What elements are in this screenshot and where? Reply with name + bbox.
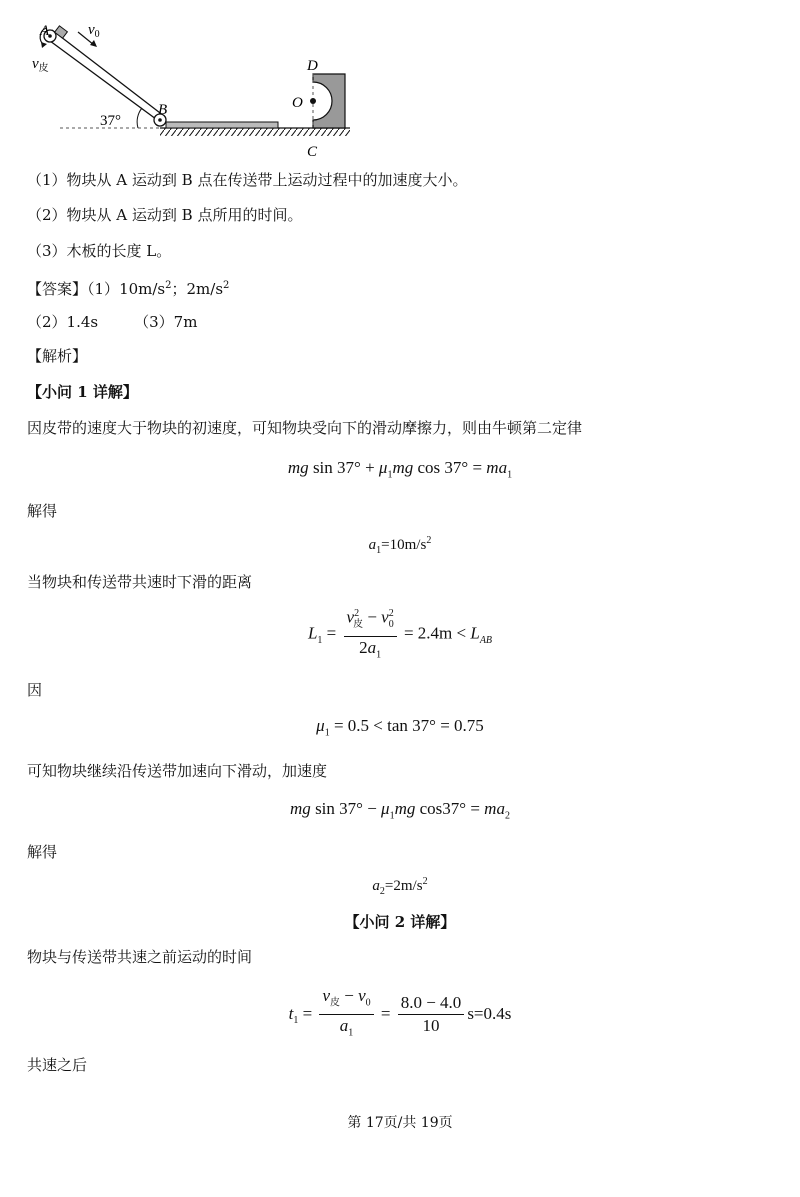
yin: 因 (27, 681, 43, 699)
equation-4: mg $\sin 37^\circ - \mu_1mg$ $\cos 37^\circ = ma_2$ (290, 799, 510, 822)
paragraph-2: 当物块和传送带共速时下滑的距离 (27, 573, 253, 591)
paragraph-3: 可知物块继续沿传送带加速向下滑动，加速度 (27, 762, 328, 780)
label-o: O (292, 95, 303, 111)
paragraph-4: 物块与传送带共速之前运动的时间 (27, 948, 253, 966)
label-v0: $v_0$ (88, 22, 100, 40)
wooden-board (166, 122, 278, 128)
jiede-2: 解得 (27, 843, 58, 861)
paragraph-1: 因皮带的速度大于物块的初速度，可知物块受向下的滑动摩擦力，则由牛顿第二定律 (27, 419, 583, 437)
question-1: （1）物块从 A 运动到 B 点在传送带上运动过程中的加速度大小。 (27, 171, 468, 189)
belt-bottom (52, 30, 164, 116)
equation-1: mg $\sin 37^\circ + \mu_1mg$ $\cos 37^\circ = ma_1$ (287, 458, 513, 481)
sub2-title: 【小问 2 详解】 (344, 913, 456, 931)
question-3: （3）木板的长度 L。 (27, 242, 172, 260)
angle-arc (137, 108, 142, 128)
page-footer: 第 17页/共 19页 (347, 1115, 453, 1131)
answer-line-2: （2）1.4s （3）7m (27, 313, 198, 331)
result-1: $a_1=10m/s^2$ (368, 535, 432, 556)
jiede-1: 解得 (27, 502, 58, 520)
belt-top (46, 38, 160, 122)
answer-label: 【答案】 (27, 280, 88, 298)
label-b: B (158, 102, 168, 118)
label-vpi: $v_皮$ (32, 56, 49, 74)
center-point-o (310, 98, 316, 104)
label-d: D (307, 58, 318, 74)
equation-2: $L_1$ = $\frac{v^2_皮 - v^2_0}{2a_1}$ = $2.4m < L_{AB}$ (0, 604, 800, 665)
label-angle: 37° (100, 113, 121, 129)
paragraph-5: 共速之后 (27, 1056, 88, 1074)
label-c: C (307, 144, 318, 160)
equation-3: $\mu_1 = 0.5 < \tan 37^\circ = 0.75$ (316, 716, 484, 739)
sub1-title: 【小问 1 详解】 (27, 383, 138, 401)
ground-hatch (160, 128, 350, 136)
equation-5: $t_1$ = $\frac{v_皮 - v_0}{a_1}$ = $\frac{8.0 - 4.0}{10}$ s=0.4s (288, 986, 512, 1039)
analysis-label: 【解析】 (27, 347, 88, 365)
label-a: A (40, 23, 50, 39)
semicircle-track (313, 74, 345, 128)
question-2: （2）物块从 A 运动到 B 点所用的时间。 (27, 206, 303, 224)
answer-line-1: 【答案】$(1)10m/s^2$；$2m/s^2$ (27, 280, 230, 298)
physics-figure (20, 18, 380, 168)
result-2: $a_2=2m/s^2$ (372, 876, 428, 897)
